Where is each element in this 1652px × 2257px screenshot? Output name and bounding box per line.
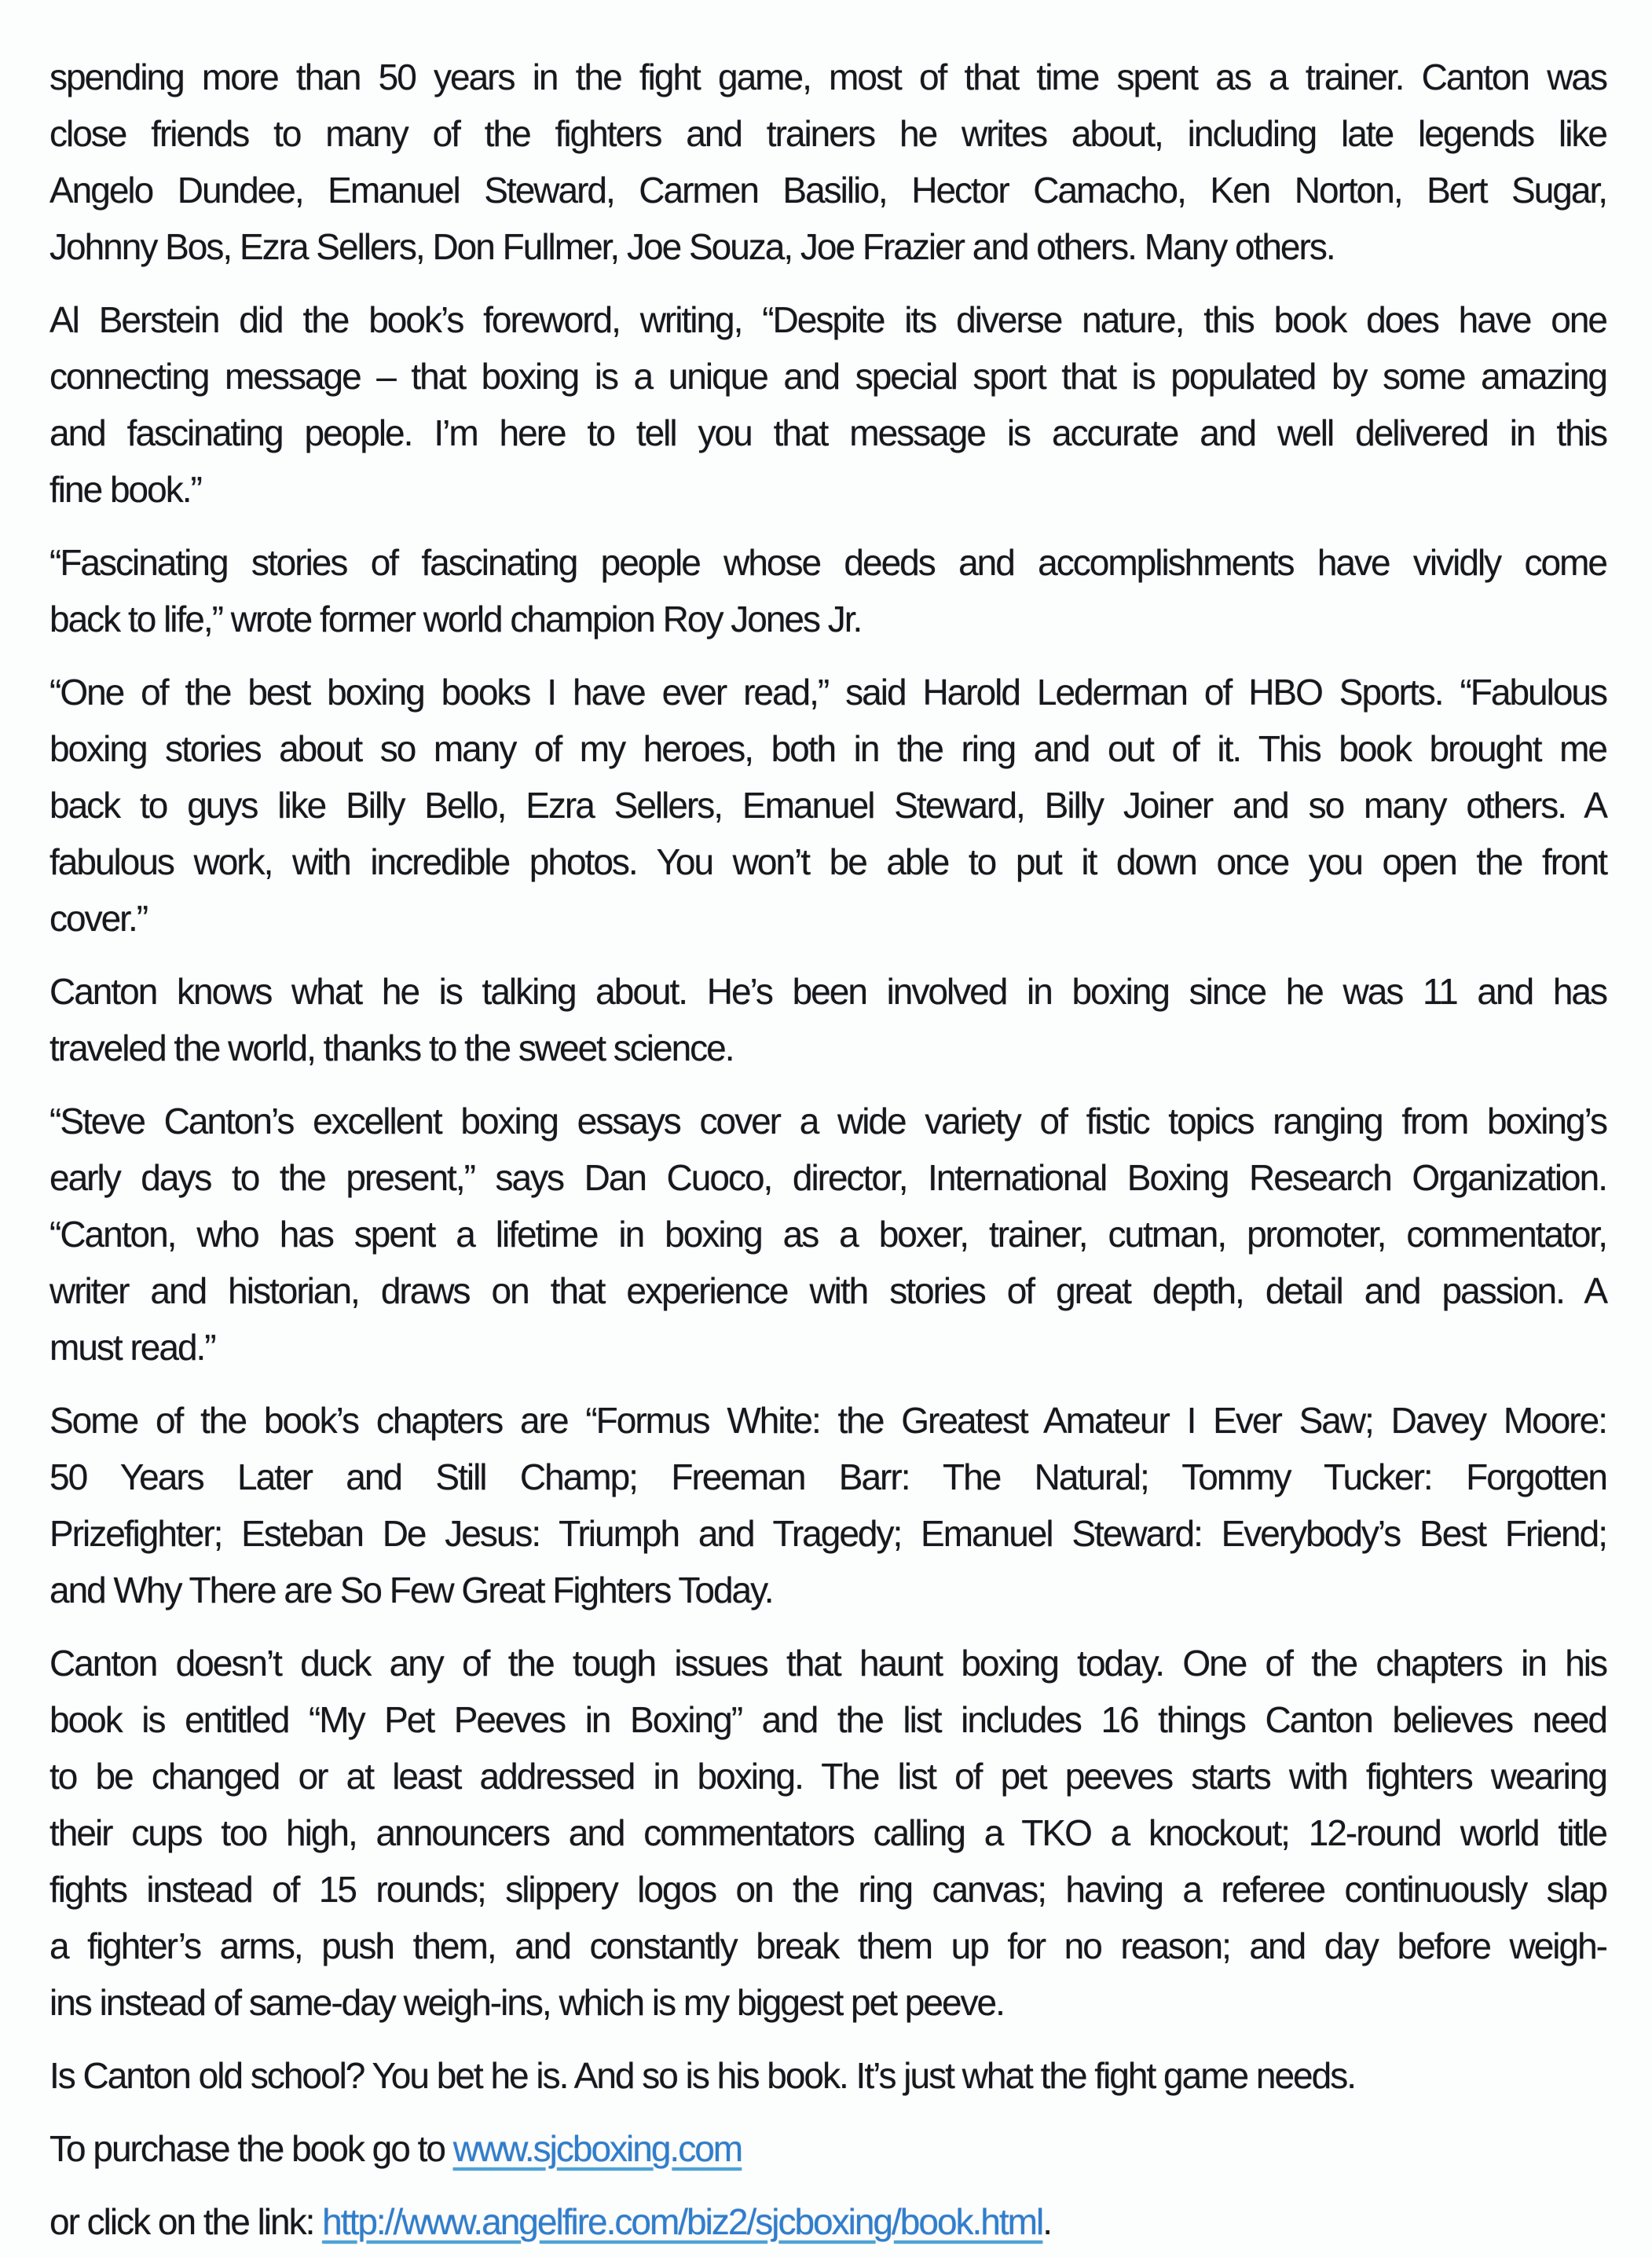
text-run: connecting message – that boxing is a unique and special sport that is populated by some amazing <box>49 356 1606 397</box>
paragraph-quote-cuoco <box>49 1093 1606 1376</box>
text-line <box>49 1020 1606 1076</box>
text-run: writer and historian, draws on that experience with stories of great depth, detail and passion. A <box>49 1270 1606 1311</box>
text-line <box>49 591 1606 647</box>
text-run: “Steve Canton’s excellent boxing essays cover a wide variety of fistic topics ranging from boxing’s <box>49 1101 1606 1141</box>
text-run: early days to the present,” says Dan Cuoco, director, International Boxing Research Organization. <box>49 1157 1606 1198</box>
text-run: back to life,” wrote former world champion Roy Jones Jr. <box>49 599 862 639</box>
text-run: their cups too high, announcers and commentators calling a TKO a knockout; 12-round world title <box>49 1812 1606 1853</box>
text-run: boxing stories about so many of my heroes, both in the ring and out of it. This book brought me <box>49 728 1606 769</box>
text-run: Johnny Bos, Ezra Sellers, Don Fullmer, Joe Souza, Joe Frazier and others. Many others. <box>49 226 1335 267</box>
text-line <box>49 1691 1606 1748</box>
text-line <box>49 1449 1606 1505</box>
paragraph-click-link <box>49 2193 1606 2250</box>
text-line <box>49 348 1606 405</box>
text-run: cover.” <box>49 898 148 939</box>
text-line <box>49 2047 1606 2104</box>
text-run: “Canton, who has spent a lifetime in boxing as a boxer, trainer, cutman, promoter, commentator, <box>49 1214 1606 1255</box>
paragraph-canton-knows <box>49 963 1606 1076</box>
paragraph-old-school <box>49 2047 1606 2104</box>
text-run: traveled the world, thanks to the sweet science. <box>49 1028 734 1068</box>
text-run: fabulous work, with incredible photos. You won’t be able to put it down once you open the front <box>49 841 1606 882</box>
text-run: Prizefighter; Esteban De Jesus: Triumph and Tragedy; Emanuel Steward: Everybody’s Best Friend; <box>49 1513 1606 1554</box>
text-line <box>49 2193 1606 2250</box>
text-run: to be changed or at least addressed in boxing. The list of pet peeves starts with fighters wearing <box>49 1756 1606 1797</box>
text-run: Canton knows what he is talking about. He’s been involved in boxing since he was 11 and has <box>49 971 1606 1012</box>
text-line <box>49 963 1606 1020</box>
text-line <box>49 105 1606 162</box>
text-line <box>49 664 1606 720</box>
text-run: . <box>1042 2201 1051 2242</box>
text-run: 50 Years Later and Still Champ; Freeman Barr: The Natural; Tommy Tucker: Forgotten <box>49 1456 1606 1497</box>
text-run: fights instead of 15 rounds; slippery logos on the ring canvas; having a referee continuously slap <box>49 1869 1606 1910</box>
text-line <box>49 1262 1606 1319</box>
text-line <box>49 1562 1606 1618</box>
text-line <box>49 1805 1606 1861</box>
text-line <box>49 1505 1606 1562</box>
text-line <box>49 1748 1606 1805</box>
paragraph-pet-peeves <box>49 1635 1606 2031</box>
text-line <box>49 1635 1606 1691</box>
text-line <box>49 1093 1606 1149</box>
text-line <box>49 534 1606 591</box>
text-run: and Why There are So Few Great Fighters Today. <box>49 1570 773 1610</box>
text-run: spending more than 50 years in the fight game, most of that time spent as a trainer. Canton was <box>49 57 1606 97</box>
paragraph-foreword-berstein <box>49 291 1606 518</box>
text-line <box>49 1149 1606 1206</box>
text-run: “Fascinating stories of fascinating people whose deeds and accomplishments have vividly come <box>49 542 1606 583</box>
text-line <box>49 834 1606 890</box>
text-line <box>49 162 1606 218</box>
text-run: close friends to many of the fighters and trainers he writes about, including late legends like <box>49 113 1606 154</box>
text-run: a fighter’s arms, push them, and constantly break them up for no reason; and day before weigh- <box>49 1925 1606 1966</box>
text-line <box>49 1206 1606 1262</box>
text-line <box>49 291 1606 348</box>
text-run: Al Berstein did the book’s foreword, writing, “Despite its diverse nature, this book does have one <box>49 299 1606 340</box>
sjcboxing-link[interactable]: www.sjcboxing.com <box>452 2128 742 2169</box>
paragraph-quote-lederman <box>49 664 1606 947</box>
text-line <box>49 405 1606 461</box>
text-run: or click on the link: <box>49 2201 323 2242</box>
text-run: Angelo Dundee, Emanuel Steward, Carmen Basilio, Hector Camacho, Ken Norton, Bert Sugar, <box>49 170 1606 211</box>
text-line <box>49 777 1606 834</box>
text-line <box>49 1319 1606 1376</box>
text-line <box>49 1974 1606 2031</box>
text-line <box>49 1861 1606 1918</box>
angelfire-book-link[interactable]: http://www.angelfire.com/biz2/sjcboxing/book.html <box>322 2201 1043 2242</box>
text-run: must read.” <box>49 1327 215 1368</box>
text-line <box>49 1392 1606 1449</box>
text-run: and fascinating people. I’m here to tell you that message is accurate and well delivered in this <box>49 412 1606 453</box>
text-run: fine book.” <box>49 469 201 510</box>
text-run: Some of the book’s chapters are “Formus White: the Greatest Amateur I Ever Saw; Davey Moore: <box>49 1400 1606 1441</box>
text-run: To purchase the book go to <box>49 2128 453 2169</box>
page-content <box>49 49 1606 2250</box>
paragraph-chapters <box>49 1392 1606 1618</box>
text-run: Canton doesn’t duck any of the tough issues that haunt boxing today. One of the chapters in his <box>49 1643 1606 1684</box>
paragraph-purchase <box>49 2120 1606 2177</box>
text-line <box>49 1918 1606 1974</box>
text-line <box>49 49 1606 105</box>
paragraph-quote-roy-jones <box>49 534 1606 647</box>
text-run: “One of the best boxing books I have ever read,” said Harold Lederman of HBO Sports. “Fabulous <box>49 672 1606 713</box>
text-run: Is Canton old school? You bet he is. And so is his book. It’s just what the fight game needs. <box>49 2055 1355 2096</box>
text-line <box>49 461 1606 518</box>
text-line <box>49 218 1606 275</box>
paragraph-intro-trainer <box>49 49 1606 275</box>
text-line <box>49 2120 1606 2177</box>
text-run: book is entitled “My Pet Peeves in Boxing” and the list includes 16 things Canton believes need <box>49 1699 1606 1740</box>
text-run: ins instead of same-day weigh-ins, which is my biggest pet peeve. <box>49 1982 1004 2023</box>
text-line <box>49 890 1606 947</box>
text-run: back to guys like Billy Bello, Ezra Sellers, Emanuel Steward, Billy Joiner and so many others. A <box>49 785 1606 826</box>
text-line <box>49 720 1606 777</box>
